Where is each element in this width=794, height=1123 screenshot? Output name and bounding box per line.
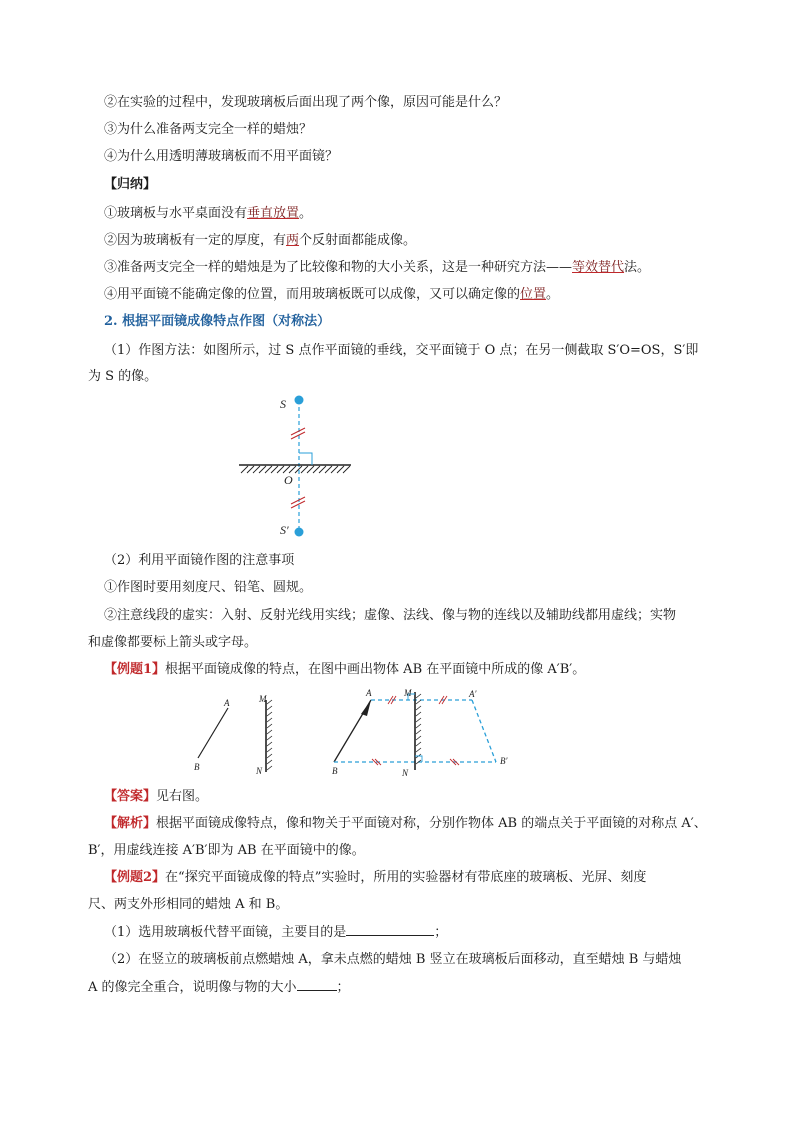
summary-item-2: ②因为玻璃板有一定的厚度，有两个反射面都能成像。: [104, 233, 417, 248]
label-s-prime: S′: [280, 523, 289, 537]
image-a-prime-b-prime: [472, 700, 496, 762]
equal-length-mark-lower: [291, 497, 305, 508]
label-o: O: [284, 473, 293, 487]
answer-blank[interactable]: [297, 978, 337, 991]
object-ab: [198, 708, 228, 758]
example-1-analysis-line-2: B′，用虚线连接 A′B′即为 AB 在平面镜中的像。: [88, 843, 365, 858]
mirror-hatch: [416, 694, 421, 764]
answer-key: 位置: [520, 287, 547, 302]
answer-key: 等效替代: [572, 260, 625, 275]
label-n: N: [256, 766, 263, 776]
analysis-tag: 【解析】: [104, 816, 157, 831]
answer-tag: 【答案】: [104, 789, 157, 804]
label-m: M: [404, 688, 412, 698]
answer-key: 垂直放置: [247, 206, 300, 221]
method-line-2: 为 S 的像。: [88, 369, 158, 384]
equal-length-mark-upper: [291, 428, 305, 439]
example-2-tag: 【例题2】: [104, 870, 166, 885]
label-s: S: [280, 397, 286, 411]
summary-item-3: ③准备两支完全一样的蜡烛是为了比较像和物的大小关系，这是一种研究方法——等效替代法。: [104, 260, 651, 275]
example-2-question-2-line-1: （2）在竖立的玻璃板前点燃蜡烛 A，拿未点燃的蜡烛 B 竖立在玻璃板后面移动，直至蜡烛 B 与蜡烛: [104, 952, 682, 967]
arrow-head: [361, 700, 371, 716]
label-b-prime: B′: [500, 756, 508, 766]
example-1-answer: 【答案】见右图。: [104, 789, 209, 804]
right-angle-mark: [299, 453, 312, 465]
note-1: ①作图时要用刻度尺、铅笔、圆规。: [104, 580, 313, 595]
label-n: N: [402, 768, 409, 778]
point-s-prime: [295, 528, 304, 537]
example-1-tag: 【例题1】: [104, 662, 166, 677]
question-2: ②在实验的过程中，发现玻璃板后面出现了两个像，原因可能是什么？: [104, 95, 508, 110]
section-2-title: 2. 根据平面镜成像特点作图（对称法）: [104, 314, 331, 329]
question-3: ③为什么准备两支完全一样的蜡烛？: [104, 122, 313, 137]
point-s: [295, 396, 304, 405]
example-1-question: 【例题1】根据平面镜成像的特点，在图中画出物体 AB 在平面镜中所成的像 A′B′。: [104, 662, 586, 677]
example-1-analysis-line-1: 【解析】根据平面镜成像特点，像和物关于平面镜对称，分别作物体 AB 的端点关于平面镜的对称点 A′、: [104, 816, 707, 831]
question-4: ④为什么用透明薄玻璃板而不用平面镜？: [104, 149, 339, 164]
label-b: B: [194, 762, 200, 772]
answer-key: 两: [286, 233, 300, 248]
mirror-hatch: [241, 466, 350, 473]
label-a: A: [366, 688, 372, 698]
example-1-figure-left: [188, 690, 278, 780]
example-2-line-1: 【例题2】在“探究平面镜成像的特点”实验时，所用的实验器材有带底座的玻璃板、光屏、刻度: [104, 870, 647, 885]
symmetry-figure: [234, 390, 354, 540]
summary-item-4: ④用平面镜不能确定像的位置，而用玻璃板既可以成像，又可以确定像的位置。: [104, 287, 560, 302]
label-m: M: [259, 694, 267, 704]
notes-title: （2）利用平面镜作图的注意事项: [104, 553, 295, 568]
summary-heading: 【归纳】: [104, 177, 157, 192]
method-line-1: （1）作图方法：如图所示，过 S 点作平面镜的垂线，交平面镜于 O 点；在另一侧截取 S′O=OS，S′即: [104, 343, 699, 358]
answer-blank[interactable]: [346, 923, 434, 936]
example-1-figure-right: [326, 686, 526, 778]
label-a: A: [224, 698, 230, 708]
note-2-line-2: 和虚像都要标上箭头或字母。: [88, 635, 258, 650]
mirror-hatch: [267, 700, 272, 770]
label-b: B: [332, 766, 338, 776]
example-2-question-1: （1）选用玻璃板代替平面镜，主要目的是 ；: [104, 925, 448, 940]
label-a-prime: A′: [469, 689, 477, 699]
note-2-line-1: ②注意线段的虚实：入射、反射光线用实线；虚像、法线、像与物的连线以及辅助线都用虚线；实物: [104, 608, 677, 623]
right-angle-mark-bottom: [415, 756, 422, 762]
summary-item-1: ①玻璃板与水平桌面没有垂直放置。: [104, 206, 313, 221]
example-2-line-2: 尺、两支外形相同的蜡烛 A 和 B。: [88, 897, 289, 912]
example-2-question-2-line-2: A 的像完全重合，说明像与物的大小 ；: [88, 980, 350, 995]
